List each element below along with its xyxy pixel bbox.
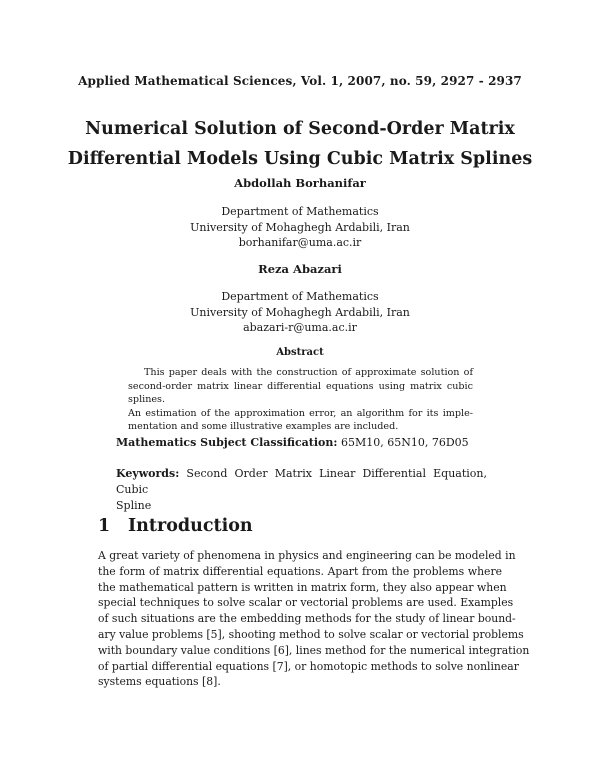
author-name-1: Abdollah Borhanifar [234,176,366,190]
author-email-1: borhanifar@uma.ac.ir [238,236,362,249]
body-line: the mathematical pattern is written in matrix form, they also appear when [98,580,507,594]
author-university-2: University of Mohaghegh Ardabili, Iran [190,305,410,319]
abstract-line: This paper deals with the construction of approximate solution of [144,367,473,378]
abstract-line: An estimation of the approximation error, an algorithm for its imple- [128,407,473,419]
classification-value: 65M10, 65N10, 76D05 [340,436,469,449]
body-line: A great variety of phenomena in physics and engineering can be modeled in [98,549,516,562]
abstract-line: mentation and some illustrative examples are included. [128,421,399,433]
body-line: of partial differential equations [7], or homotopic methods to solve nonlinear [98,659,519,673]
abstract-heading: Abstract [276,347,324,358]
author-department-2: Department of Mathematics [221,290,379,303]
section-heading [98,516,253,536]
abstract-body [128,366,473,434]
title-line-1: Numerical Solution of Second-Order Matrix [85,119,515,139]
abstract-line: second-order matrix linear differential equations using matrix cubic splines. [128,380,473,406]
keywords-line-1 [116,466,487,498]
author-department-1: Department of Mathematics [221,205,379,218]
body-line: the form of matrix differential equations. Apart from the problems where [98,564,502,578]
author-affiliation-1 [0,204,600,251]
title-line-2: Differential Models Using Cubic Matrix Splines [67,149,533,169]
section-body [98,548,530,690]
keywords-text-1: Second Order Matrix Linear Differential Equation, Cubic [116,467,487,496]
journal-header: Applied Mathematical Sciences, Vol. 1, 2007, no. 59, 2927 - 2937 [78,74,522,88]
author-name-2: Reza Abazari [258,262,342,276]
body-line: ary value problems [5], shooting method to solve scalar or vectorial problems [98,627,524,641]
paper-title [0,114,600,174]
subject-classification [116,436,469,449]
body-line: systems equations [8]. [98,675,221,689]
section-number: 1 [98,516,111,536]
body-line: special techniques to solve scalar or vectorial problems are used. Examples [98,596,514,610]
author-email-2: abazari-r@uma.ac.ir [243,321,357,334]
keywords [116,466,487,514]
classification-label: Mathematics Subject Classification: [116,436,338,449]
author-affiliation-2 [0,289,600,336]
keywords-label: Keywords: [116,467,180,480]
body-line: of such situations are the embedding methods for the study of linear bound- [98,612,516,626]
section-title: Introduction [128,516,253,536]
keywords-line-2: Spline [116,499,152,512]
body-line: with boundary value conditions [6], lines method for the numerical integration [98,643,530,657]
author-university-1: University of Mohaghegh Ardabili, Iran [190,220,410,234]
